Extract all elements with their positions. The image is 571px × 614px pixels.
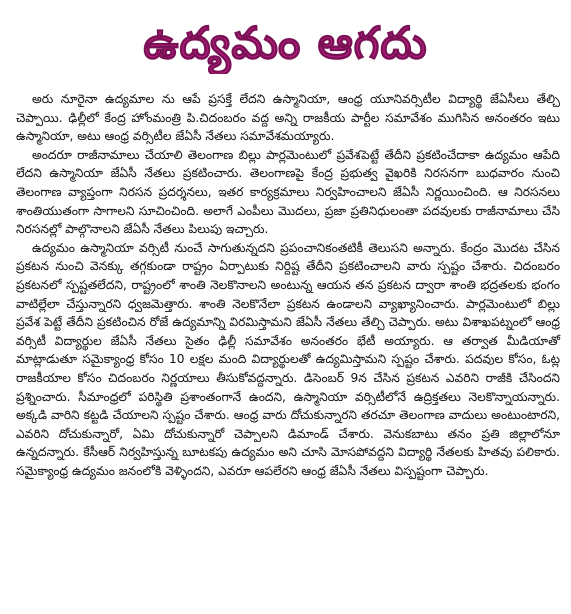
article-body — [16, 90, 560, 480]
headline: ఉద్యమం ఆగదు — [143, 18, 428, 69]
paragraph-2: అందరూ రాజీనామాలు చేయాలి తెలంగాణ బిల్లు పార్లమెంటులో ప్రవేశపెట్టే తేదీని ప్రకటించేదాకా ఉద్యమం ఆపేది లేదని ఉస్మానియా జేఏసీ నేతలు ప్రకటించారు. తెలంగాణపై కేంద్ర ప్రభుత్వ వైఖరికి నిరసనగా బుధవారం నుంచి తెలంగాణ వ్యాప్తంగా నిరసన ప్రదర్శనలు, ఇతర కార్యక్రమాలు నిర్వహించాలని జేఏసీ నిర్ణయించింది. ఆ నిరసనలు శాంతియుతంగా సాగాలని సూచించింది. అలాగే ఎంపీలు మొదలు, ప్రజా ప్రతినిధులంతా పదవులకు రాజీనామాలు చేసి నిరసనల్లో పాల్గొనాలని జేఏసీ నేతలు పిలుపు ఇచ్చారు. — [16, 147, 560, 237]
paragraph-3: ఉద్యమం ఉస్మానియా వర్సిటీ నుంచే సాగుతున్నదని ప్రపంచానికంతటికీ తెలుసని అన్నారు. కేంద్రం మొదట చేసిన ప్రకటన నుంచి వెనక్కు తగ్గకుండా రాష్ట్రం ఏర్పాటుకు నిర్దిష్ట తేదీని ప్రకటించాలని వారు స్పష్టం చేశారు. చిదంబరం ప్రకటనలో స్పష్టతలేదని, రాష్ట్రంలో శాంతి నెలకొనాలని అంటున్న ఆయన తన ప్రకటన ద్వారా శాంతి భద్రతలకు భంగం వాటిల్లేలా చేస్తున్నారని ధ్వజమెత్తారు. శాంతి నెలకొనేలా ప్రకటన ఉండాలని వ్యాఖ్యానించారు. పార్లమెంటులో బిల్లు ప్రవేశ పెట్టే తేదీని ప్రకటించిన రోజే ఉద్యమాన్ని విరమిస్తామని జేఏసీ నేతలు తేల్చి చెప్పారు. అటు విశాఖపట్నంలో ఆంధ్ర వర్సిటీ విద్యార్థుల జేఏసీ నేతలు సైతం ఢిల్లీ సమావేశం అనంతరం భేటీ అయ్యారు. ఆ తర్వాత మీడియాతో మాట్లాడుతూ సమైక్యాంధ్ర కోసం 10 లక్షల మంది విద్యార్థులతో ఉద్యమిస్తామని స్పష్టం చేశారు. పదవుల కోసం, ఓట్ల రాజకీయాల కోసం చిదంబరం నిర్ణయాలు తీసుకోవద్దన్నారు. డిసెంబర్ 9న చేసిన ప్రకటన ఎవరిని రాజీకి చేసిందని ప్రశ్నించారు. సీమాంధ్రలో పరిస్థితి ప్రశాంతంగానే ఉందని, ఉస్మానియా వర్సిటీలోనే ఉద్రిక్తతలు నెలకొన్నాయన్నారు. అక్కడి వారిని కట్టడి చేయాలని స్పష్టం చేశారు. ఆంధ్ర వారు దోచుకున్నారని తరచూ తెలంగాణ వాదులు అంటుంటారని, ఎవరిని దోచుకున్నారో, ఏమి దోచుకున్నారో చెప్పాలని డిమాండ్ చేశారు. వెనుకబాటు తనం ప్రతి జిల్లాలోనూ ఉన్నదన్నారు. కేసీఆర్ నిర్వహిస్తున్న బూటకపు ఉద్యమం అని చూసి మోసపోవద్దని విద్యార్థి నేతలకు హితవు పలికారు. సమైక్యాంధ్ర ఉద్యమం జనంలోకి వెళ్ళిందని, ఎవరూ ఆపలేరని ఆంధ్ర జేఏసీ నేతలు విస్పష్టంగా చెప్పారు. — [16, 240, 560, 478]
paragraph-1: అరు నూరైనా ఉద్యమాల ను ఆపే ప్రసక్తే లేదని ఉస్మానియా, ఆంధ్ర యూనివర్సిటీల విద్యార్థి జేఏసీలు తేల్చి చెప్పాయి. ఢిల్లీలో కేంద్ర హోంమంత్రి పి.చిదంబరం వద్ద అన్ని రాజకీయ పార్టీల సమావేశం ముగిసిన అనంతరం ఇటు ఉస్మానియా, అటు ఆంధ్ర వర్సిటీల జేఏసీ నేతలు సమావేశమయ్యారు. — [16, 92, 561, 144]
